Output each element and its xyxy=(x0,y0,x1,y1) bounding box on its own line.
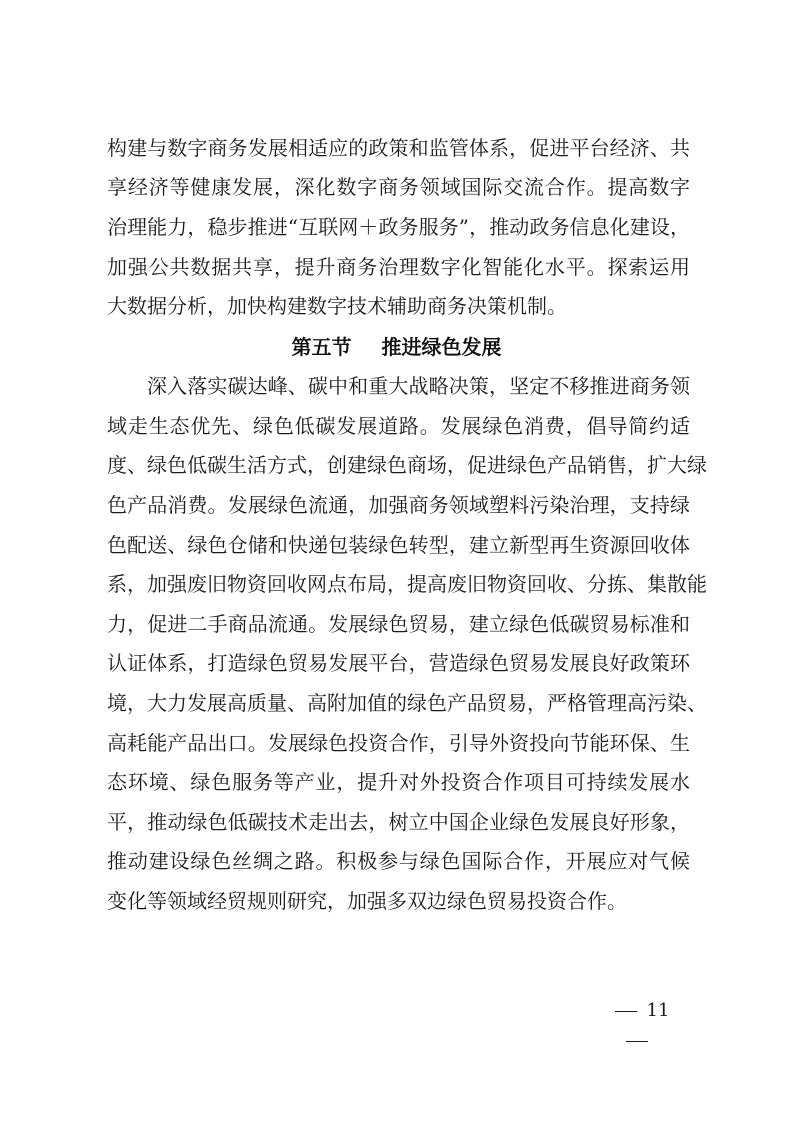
paragraph-2-line-3: 度、绿色低碳生活方式，创建绿色商场，促进绿色产品销售，扩大绿 xyxy=(107,453,707,477)
paragraph-1-line-3: 治理能力，稳步推进“互联网＋政务服务”，推动政务信息化建设， xyxy=(107,215,690,239)
paragraph-2-line-6: 系，加强废旧物资回收网点布局，提高废旧物资回收、分拣、集散能 xyxy=(107,572,707,596)
section-number: 第五节 xyxy=(291,335,352,359)
page-number-value: 11 xyxy=(646,1000,670,1021)
paragraph-2-line-11: 态环境、绿色服务等产业，提升对外投资合作项目可持续发展水 xyxy=(107,770,690,794)
paragraph-2-line-4: 色产品消费。发展绿色流通，加强商务领域塑料污染治理，支持绿 xyxy=(107,493,690,517)
paragraph-2-line-7: 力，促进二手商品流通。发展绿色贸易，建立绿色低碳贸易标准和 xyxy=(107,612,690,636)
section-heading xyxy=(0,330,793,364)
page-number xyxy=(592,996,682,1026)
paragraph-2-line-8: 认证体系，打造绿色贸易发展平台，营造绿色贸易发展良好政策环 xyxy=(107,651,690,675)
page-number-dash-left xyxy=(615,1011,637,1012)
paragraph-2-line-10: 高耗能产品出口。发展绿色投资合作，引导外资投向节能环保、生 xyxy=(107,731,690,755)
paragraph-2-line-9: 境，大力发展高质量、高附加值的绿色产品贸易，严格管理高污染、 xyxy=(107,691,707,715)
section-title: 推进绿色发展 xyxy=(381,335,502,359)
paragraph-2-line-2: 域走生态优先、绿色低碳发展道路。发展绿色消费，倡导简约适 xyxy=(107,414,690,438)
paragraph-2-line-13: 推动建设绿色丝绸之路。积极参与绿色国际合作，开展应对气候 xyxy=(107,849,690,873)
page-number-dash-right xyxy=(626,1041,648,1042)
paragraph-2-line-12: 平，推动绿色低碳技术走出去，树立中国企业绿色发展良好形象， xyxy=(107,810,690,834)
paragraph-1-line-4: 加强公共数据共享，提升商务治理数字化智能化水平。探索运用 xyxy=(107,255,690,279)
paragraph-2-line-1: 深入落实碳达峰、碳中和重大战略决策，坚定不移推进商务领 xyxy=(147,374,690,398)
paragraph-1-line-2: 享经济等健康发展，深化数字商务领域国际交流合作。提高数字 xyxy=(107,175,690,199)
paragraph-2-line-14: 变化等领域经贸规则研究，加强多双边绿色贸易投资合作。 xyxy=(107,889,627,913)
paragraph-1-line-1: 构建与数字商务发展相适应的政策和监管体系，促进平台经济、共 xyxy=(107,136,690,160)
paragraph-2-line-5: 色配送、绿色仓储和快递包装绿色转型，建立新型再生资源回收体 xyxy=(107,533,690,557)
paragraph-1-line-5: 大数据分析，加快构建数字技术辅助商务决策机制。 xyxy=(107,294,567,318)
